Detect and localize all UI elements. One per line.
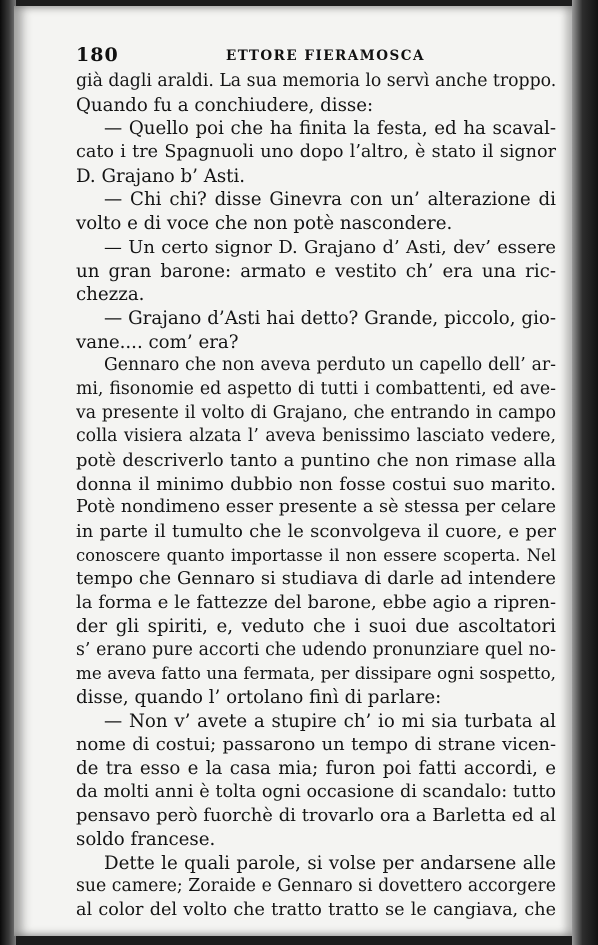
page-number: 180 [76, 44, 119, 66]
text-line: Potè nondimeno esser presente a sè stessa per celare [76, 497, 556, 518]
text-line: colla visiera alzata l’ aveva benissimo lasciato vedere, [76, 426, 556, 447]
text-line: — Quello poi che ha finita la festa, ed ha scaval- [104, 118, 556, 140]
text-line: me aveva fatto una fermata, per dissipare ogni sospetto, [76, 663, 556, 684]
text-line: tempo che Gennaro si studiava di darle ad intendere [76, 568, 556, 590]
text-line: chezza. [76, 284, 145, 306]
page-header [76, 44, 556, 68]
text-line: disse, quando l’ ortolano finì di parlare: [76, 686, 442, 708]
text-line: — Chi chi? disse Ginevra con un’ alterazione di [104, 189, 556, 211]
text-line: volto e di voce che non potè nascondere. [76, 213, 453, 235]
text-line: D. Grajano b’ Asti. [76, 165, 246, 187]
text-line: cato i tre Spagnuoli uno dopo l’altro, è stato il signor [76, 142, 556, 163]
text-line: potè descriverlo tanto a puntino che non rimase alla [76, 450, 556, 471]
text-line: s’ erano pure accorti che udendo pronunziare quel no- [76, 639, 556, 660]
text-line: donna il minimo dubbio non fosse costui suo marito. [76, 473, 556, 495]
text-line: Quando fu a conchiudere, disse: [76, 94, 374, 116]
text-line: Dette le quali parole, si volse per andarsene alle [104, 852, 556, 874]
text-line: va presente il volto di Grajano, che entrando in campo [76, 402, 556, 423]
text-line: da molti anni è tolta ogni occasione di scandalo: tutto [76, 781, 556, 802]
text-line: — Non v’ avete a stupire ch’ io mi sia turbata al [104, 710, 556, 732]
text-line: al color del volto che tratto tratto se le cangiava, che [76, 900, 556, 921]
text-line: de tra esso e la casa mia; furon poi fatti accordi, e [76, 757, 556, 779]
text-line: Gennaro che non aveva perduto un capello dell’ ar- [104, 355, 556, 376]
text-line: — Grajano d’Asti hai detto? Grande, piccolo, gio- [104, 307, 556, 329]
scan-right-edge [572, 0, 598, 945]
text-line: in parte il tumulto che le sconvolgeva il cuore, e per [76, 521, 556, 543]
running-head: ETTORE FIERAMOSCA [226, 48, 425, 64]
text-line: — Un certo signor D. Grajano d’ Asti, dev’ essere [104, 236, 556, 258]
text-line: vane.... com’ era? [76, 331, 239, 353]
text-line: conoscere quanto importasse il non essere scoperta. Nel [76, 545, 556, 565]
text-line: già dagli araldi. La sua memoria lo servì anche troppo. [76, 71, 556, 91]
text-line: der gli spiriti, e, veduto che i suoi due ascoltatori [76, 615, 556, 637]
text-line: un gran barone: armato e vestito ch’ era una ric- [76, 260, 556, 282]
book-page [14, 6, 572, 936]
text-line: mi, fisonomie ed aspetto di tutti i combattenti, ed ave- [76, 378, 556, 399]
text-line: nome di costui; passarono un tempo di strane vicen- [76, 734, 556, 756]
text-line: soldo francese. [76, 829, 216, 850]
text-line: sue camere; Zoraide e Gennaro si dovettero accorgere [76, 876, 556, 897]
text-line: la forma e le fattezze del barone, ebbe agio a ripren- [76, 592, 556, 614]
text-line: pensavo però fuorchè di trovarlo ora a Barletta ed al [76, 805, 556, 827]
text-body [76, 70, 556, 923]
